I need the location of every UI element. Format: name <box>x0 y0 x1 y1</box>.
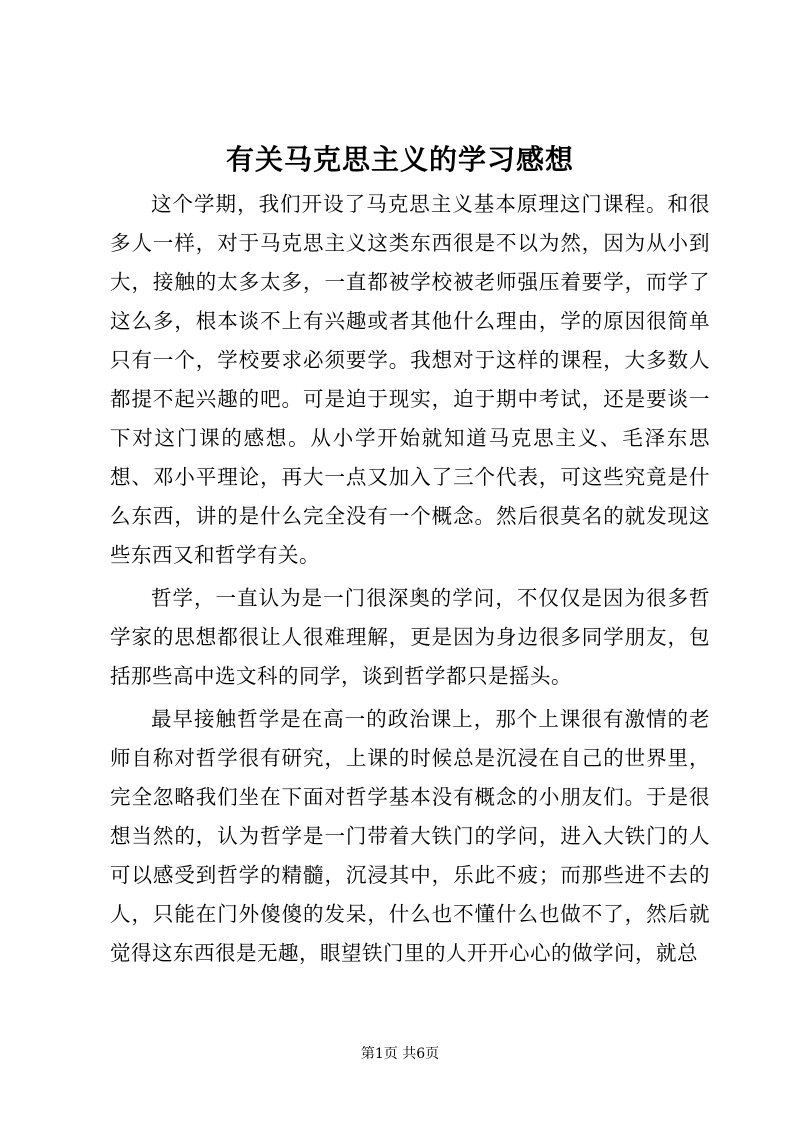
document-body <box>110 185 710 977</box>
paragraph-1: 这个学期，我们开设了马克思主义基本原理这门课程。和很多人一样，对于马克思主义这类东西很是不以为然，因为从小到大，接触的太多太多，一直都被学校被老师强压着要学，而学了这么多，根本谈不上有兴趣或者其他什么理由，学的原因很简单只有一个，学校要求必须要学。我想对于这样的课程，大多数人都提不起兴趣的吧。可是迫于现实，迫于期中考试，还是要谈一下对这门课的感想。从小学开始就知道马克思主义、毛泽东思想、邓小平理论，再大一点又加入了三个代表，可这些究竟是什么东西，讲的是什么完全没有一个概念。然后很莫名的就发现这些东西又和哲学有关。 <box>110 192 710 567</box>
page-title: 有关马克思主义的学习感想 <box>225 143 574 176</box>
paragraph-2: 哲学，一直认为是一门很深奥的学问，不仅仅是因为很多哲学家的思想都很让人很难理解，更是因为身边很多同学朋友，包括那些高中选文科的同学，谈到哲学都只是摇头。 <box>110 586 710 688</box>
paragraph-3: 最早接触哲学是在高一的政治课上，那个上课很有激情的老师自称对哲学很有研究，上课的时候总是沉浸在自己的世界里，完全忽略我们坐在下面对哲学基本没有概念的小朋友们。于是很想当然的，认为哲学是一门带着大铁门的学问，进入大铁门的人可以感受到哲学的精髓，沉浸其中，乐此不疲；而那些进不去的人，只能在门外傻傻的发呆，什么也不懂什么也做不了，然后就觉得这东西很是无趣，眼望铁门里的人开开心心的做学问，就总 <box>110 707 710 965</box>
page-number-footer: 第1页 共6页 <box>360 1046 440 1062</box>
